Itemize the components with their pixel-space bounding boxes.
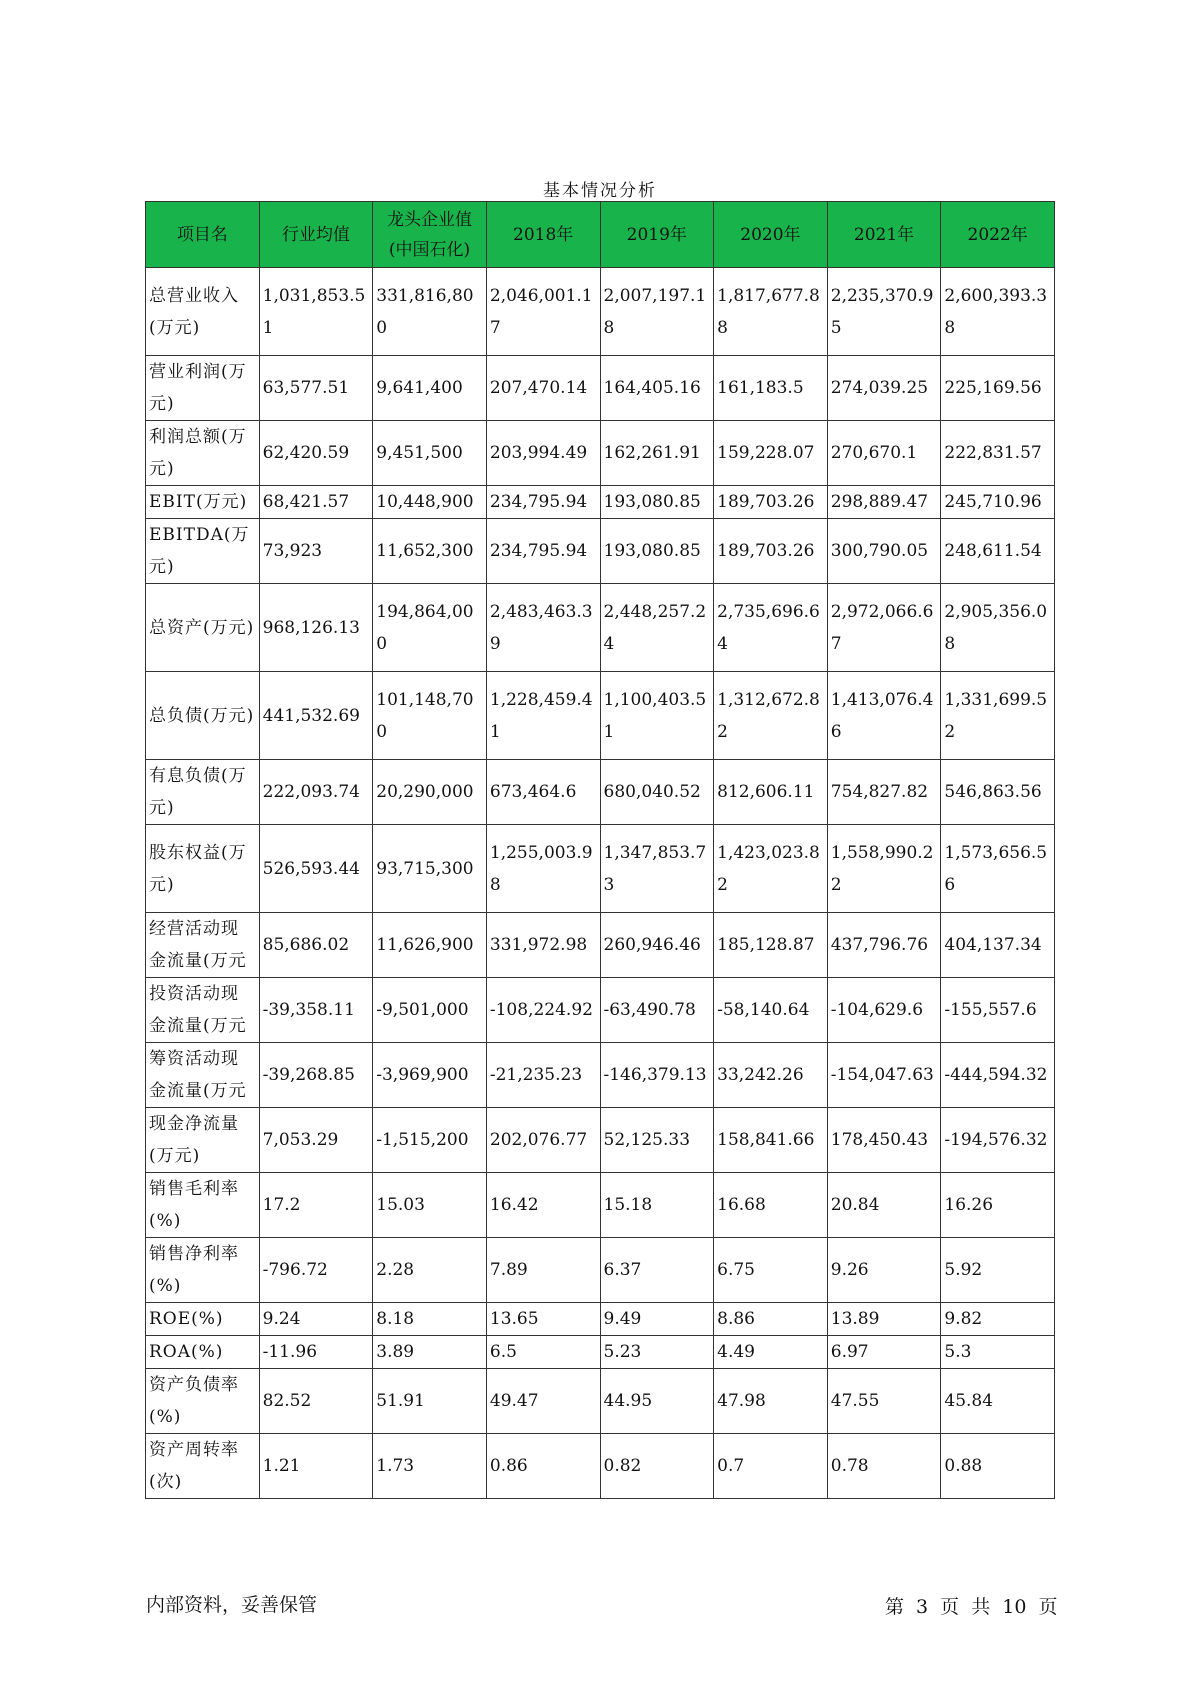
row-label: 销售毛利率(%)	[146, 1173, 260, 1238]
table-cell: -154,047.63	[827, 1043, 941, 1108]
table-cell: 0.82	[600, 1434, 714, 1499]
table-cell: 73,923	[259, 519, 373, 584]
table-row	[146, 672, 1055, 760]
table-cell: 441,532.69	[259, 672, 373, 760]
table-cell: 1,255,003.98	[486, 825, 600, 913]
table-cell: 437,796.76	[827, 913, 941, 978]
table-cell: 6.5	[486, 1336, 600, 1369]
table-cell: 1,413,076.46	[827, 672, 941, 760]
table-cell: 193,080.85	[600, 486, 714, 519]
table-cell: 9.82	[941, 1303, 1055, 1336]
table-cell: 158,841.66	[714, 1108, 828, 1173]
table-cell: 85,686.02	[259, 913, 373, 978]
table-cell: 82.52	[259, 1369, 373, 1434]
table-cell: 274,039.25	[827, 356, 941, 421]
table-cell: 45.84	[941, 1369, 1055, 1434]
table-cell: 754,827.82	[827, 760, 941, 825]
table-cell: -58,140.64	[714, 978, 828, 1043]
table-cell: 20,290,000	[373, 760, 487, 825]
table-cell: 68,421.57	[259, 486, 373, 519]
row-label: 有息负债(万元)	[146, 760, 260, 825]
table-cell: 1.73	[373, 1434, 487, 1499]
table-cell: 812,606.11	[714, 760, 828, 825]
table-cell: -9,501,000	[373, 978, 487, 1043]
header-item-name: 项目名	[146, 202, 260, 268]
table-cell: 8.86	[714, 1303, 828, 1336]
table-cell: 9.49	[600, 1303, 714, 1336]
table-cell: 101,148,700	[373, 672, 487, 760]
table-row	[146, 519, 1055, 584]
table-row	[146, 913, 1055, 978]
row-label: 总营业收入(万元)	[146, 268, 260, 356]
table-cell: -11.96	[259, 1336, 373, 1369]
table-cell: 2,905,356.08	[941, 584, 1055, 672]
table-cell: 2,235,370.95	[827, 268, 941, 356]
table-cell: 13.89	[827, 1303, 941, 1336]
table-cell: 270,670.1	[827, 421, 941, 486]
table-cell: 178,450.43	[827, 1108, 941, 1173]
table-cell: 9.24	[259, 1303, 373, 1336]
table-row	[146, 1336, 1055, 1369]
header-year-2019: 2019年	[600, 202, 714, 268]
table-row	[146, 486, 1055, 519]
table-row	[146, 1108, 1055, 1173]
row-label: 销售净利率(%)	[146, 1238, 260, 1303]
financial-table	[145, 201, 1055, 1499]
table-cell: 16.42	[486, 1173, 600, 1238]
table-cell: 2,735,696.64	[714, 584, 828, 672]
table-cell: 189,703.26	[714, 486, 828, 519]
table-cell: 207,470.14	[486, 356, 600, 421]
table-cell: 47.55	[827, 1369, 941, 1434]
table-cell: 2,007,197.18	[600, 268, 714, 356]
table-cell: 9,451,500	[373, 421, 487, 486]
table-row	[146, 421, 1055, 486]
table-cell: 2.28	[373, 1238, 487, 1303]
table-cell: 1,031,853.51	[259, 268, 373, 356]
footer-confidential-note: 内部资料，妥善保管	[146, 1594, 318, 1616]
header-industry-avg: 行业均值	[259, 202, 373, 268]
table-cell: 164,405.16	[600, 356, 714, 421]
table-cell: 1,312,672.82	[714, 672, 828, 760]
table-cell: 11,626,900	[373, 913, 487, 978]
table-cell: 52,125.33	[600, 1108, 714, 1173]
table-cell: 193,080.85	[600, 519, 714, 584]
table-cell: 2,483,463.39	[486, 584, 600, 672]
header-year-2018: 2018年	[486, 202, 600, 268]
row-label: EBIT(万元)	[146, 486, 260, 519]
table-cell: 298,889.47	[827, 486, 941, 519]
table-cell: 968,126.13	[259, 584, 373, 672]
table-header-row	[146, 202, 1055, 268]
table-cell: 10,448,900	[373, 486, 487, 519]
footer-page-number: 第 3 页 共 10 页	[885, 1596, 1058, 1618]
table-cell: -39,268.85	[259, 1043, 373, 1108]
table-row	[146, 1043, 1055, 1108]
table-row	[146, 1238, 1055, 1303]
table-cell: 3.89	[373, 1336, 487, 1369]
table-cell: -108,224.92	[486, 978, 600, 1043]
table-cell: 93,715,300	[373, 825, 487, 913]
row-label: 总负债(万元)	[146, 672, 260, 760]
table-cell: -3,969,900	[373, 1043, 487, 1108]
table-cell: 0.88	[941, 1434, 1055, 1499]
table-cell: 49.47	[486, 1369, 600, 1434]
table-cell: 1,423,023.82	[714, 825, 828, 913]
table-cell: 16.68	[714, 1173, 828, 1238]
table-cell: 159,228.07	[714, 421, 828, 486]
table-cell: 20.84	[827, 1173, 941, 1238]
table-row	[146, 825, 1055, 913]
table-cell: 7.89	[486, 1238, 600, 1303]
table-cell: 11,652,300	[373, 519, 487, 584]
row-label: ROE(%)	[146, 1303, 260, 1336]
table-cell: 51.91	[373, 1369, 487, 1434]
row-label: 利润总额(万元)	[146, 421, 260, 486]
row-label: EBITDA(万元)	[146, 519, 260, 584]
table-row	[146, 1173, 1055, 1238]
table-cell: 44.95	[600, 1369, 714, 1434]
table-cell: 5.92	[941, 1238, 1055, 1303]
table-cell: 245,710.96	[941, 486, 1055, 519]
table-cell: 185,128.87	[714, 913, 828, 978]
table-cell: 331,816,800	[373, 268, 487, 356]
table-row	[146, 978, 1055, 1043]
table-cell: 47.98	[714, 1369, 828, 1434]
table-cell: -155,557.6	[941, 978, 1055, 1043]
table-cell: 225,169.56	[941, 356, 1055, 421]
table-cell: 1,331,699.52	[941, 672, 1055, 760]
table-row	[146, 584, 1055, 672]
table-cell: 0.78	[827, 1434, 941, 1499]
table-row	[146, 760, 1055, 825]
table-cell: 300,790.05	[827, 519, 941, 584]
row-label: 资产负债率(%)	[146, 1369, 260, 1434]
row-label: 筹资活动现金流量(万元	[146, 1043, 260, 1108]
table-row	[146, 1369, 1055, 1434]
table-cell: 1.21	[259, 1434, 373, 1499]
table-row	[146, 1303, 1055, 1336]
table-cell: 1,817,677.88	[714, 268, 828, 356]
table-row	[146, 356, 1055, 421]
header-leader-value: 龙头企业值(中国石化)	[373, 202, 487, 268]
table-caption: 基本情况分析	[543, 181, 657, 201]
table-cell: 222,831.57	[941, 421, 1055, 486]
table-cell: 0.7	[714, 1434, 828, 1499]
table-cell: 63,577.51	[259, 356, 373, 421]
table-cell: 202,076.77	[486, 1108, 600, 1173]
table-cell: 248,611.54	[941, 519, 1055, 584]
table-cell: 1,558,990.22	[827, 825, 941, 913]
table-cell: 1,573,656.56	[941, 825, 1055, 913]
row-label: 股东权益(万元)	[146, 825, 260, 913]
table-cell: 5.3	[941, 1336, 1055, 1369]
table-cell: 189,703.26	[714, 519, 828, 584]
row-label: 现金净流量(万元)	[146, 1108, 260, 1173]
table-cell: 9.26	[827, 1238, 941, 1303]
table-cell: 15.18	[600, 1173, 714, 1238]
table-cell: 6.75	[714, 1238, 828, 1303]
table-cell: 234,795.94	[486, 519, 600, 584]
table-cell: 680,040.52	[600, 760, 714, 825]
table-cell: 2,600,393.38	[941, 268, 1055, 356]
table-cell: 331,972.98	[486, 913, 600, 978]
table-cell: 161,183.5	[714, 356, 828, 421]
table-cell: 6.37	[600, 1238, 714, 1303]
table-cell: 6.97	[827, 1336, 941, 1369]
table-cell: 404,137.34	[941, 913, 1055, 978]
table-cell: -146,379.13	[600, 1043, 714, 1108]
table-cell: 15.03	[373, 1173, 487, 1238]
table-cell: -39,358.11	[259, 978, 373, 1043]
table-body	[146, 268, 1055, 1499]
row-label: 总资产(万元)	[146, 584, 260, 672]
table-cell: 2,972,066.67	[827, 584, 941, 672]
table-cell: -194,576.32	[941, 1108, 1055, 1173]
table-cell: 0.86	[486, 1434, 600, 1499]
table-cell: 222,093.74	[259, 760, 373, 825]
header-year-2021: 2021年	[827, 202, 941, 268]
table-cell: 234,795.94	[486, 486, 600, 519]
table-cell: -63,490.78	[600, 978, 714, 1043]
header-year-2020: 2020年	[714, 202, 828, 268]
table-cell: 5.23	[600, 1336, 714, 1369]
table-cell: 1,228,459.41	[486, 672, 600, 760]
table-cell: 2,448,257.24	[600, 584, 714, 672]
table-cell: -21,235.23	[486, 1043, 600, 1108]
table-cell: 8.18	[373, 1303, 487, 1336]
row-label: 经营活动现金流量(万元	[146, 913, 260, 978]
table-cell: 546,863.56	[941, 760, 1055, 825]
row-label: 资产周转率(次)	[146, 1434, 260, 1499]
table-cell: 33,242.26	[714, 1043, 828, 1108]
table-cell: 9,641,400	[373, 356, 487, 421]
table-cell: 7,053.29	[259, 1108, 373, 1173]
table-cell: 203,994.49	[486, 421, 600, 486]
table-cell: 260,946.46	[600, 913, 714, 978]
table-cell: 526,593.44	[259, 825, 373, 913]
table-cell: 1,100,403.51	[600, 672, 714, 760]
table-cell: 2,046,001.17	[486, 268, 600, 356]
table-cell: -796.72	[259, 1238, 373, 1303]
table-cell: -104,629.6	[827, 978, 941, 1043]
table-cell: 4.49	[714, 1336, 828, 1369]
table-cell: 194,864,000	[373, 584, 487, 672]
table-cell: -444,594.32	[941, 1043, 1055, 1108]
table-cell: 16.26	[941, 1173, 1055, 1238]
table-cell: -1,515,200	[373, 1108, 487, 1173]
table-cell: 1,347,853.73	[600, 825, 714, 913]
table-row	[146, 268, 1055, 356]
table-cell: 162,261.91	[600, 421, 714, 486]
row-label: 投资活动现金流量(万元	[146, 978, 260, 1043]
header-year-2022: 2022年	[941, 202, 1055, 268]
table-row	[146, 1434, 1055, 1499]
table-cell: 17.2	[259, 1173, 373, 1238]
row-label: ROA(%)	[146, 1336, 260, 1369]
row-label: 营业利润(万元)	[146, 356, 260, 421]
table-cell: 62,420.59	[259, 421, 373, 486]
table-cell: 673,464.6	[486, 760, 600, 825]
table-cell: 13.65	[486, 1303, 600, 1336]
